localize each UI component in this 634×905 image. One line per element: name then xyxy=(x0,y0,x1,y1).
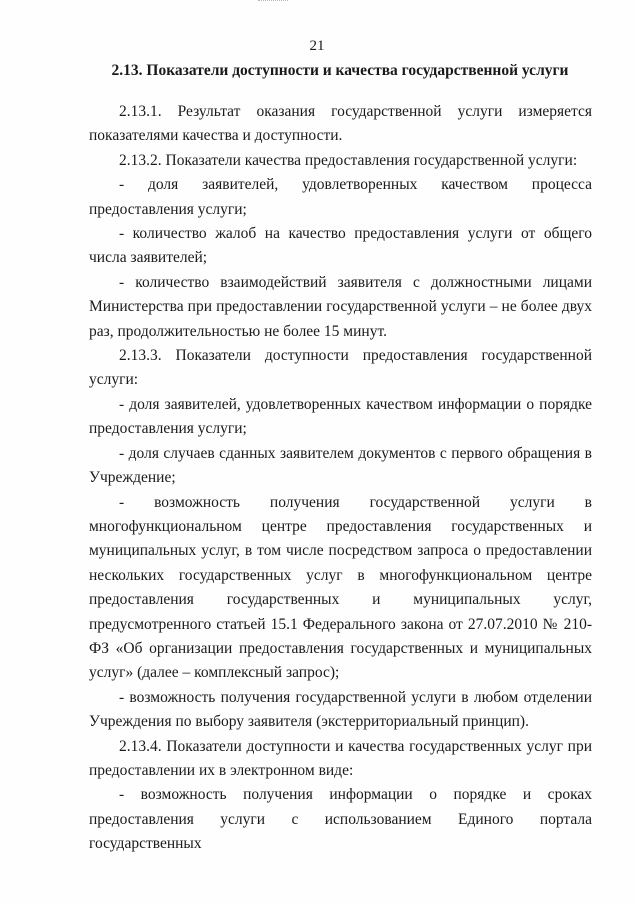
list-item-electronic-info: - возможность получения информации о порядке и сроках предоставления услуги с использованием Единого портала государственных xyxy=(89,786,592,853)
list-item-access-mfc: - возможность получения государственной услуги в многофункциональном центре предоставления государственных и муниципальных услуг, в том числе посредством запроса о предоставлении нескольких государственных услуг в многофункциональном центре предоставления государственных и муниципальных услуг, предусмотренного статьей 15.1 Федерального закона от 27.07.2010 № 210-ФЗ «Об организации предоставления государственных и муниципальных услуг» (далее – комплексный запрос); xyxy=(89,493,592,682)
list-item-access-first-visit: - доля случаев сданных заявителем документов с первого обращения в Учреждение; xyxy=(89,444,592,487)
page-number: 21 xyxy=(309,38,325,54)
paragraph-2-13-4: 2.13.4. Показатели доступности и качества государственных услуг при предоставлении их в электронном виде: xyxy=(89,737,592,779)
list-item-access-info-satisfaction: - доля заявителей, удовлетворенных качеством информации о порядке предоставления услуги; xyxy=(89,395,592,438)
paragraph-2-13-1: 2.13.1. Результат оказания государственной услуги измеряется показателями качества и доступности. xyxy=(89,103,592,145)
scan-artifact xyxy=(258,0,288,5)
section-heading: 2.13. Показатели доступности и качества государственной услуги xyxy=(111,62,569,79)
paragraph-2-13-2: 2.13.2. Показатели качества предоставления государственной услуги: xyxy=(119,151,578,169)
list-item-quality-interactions: - количество взаимодействий заявителя с должностными лицами Министерства при предоставлении государственной услуги – не более двух раз, продолжительностью не более 15 минут. xyxy=(89,273,592,340)
list-item-quality-satisfaction: - доля заявителей, удовлетворенных качеством процесса предоставления услуги; xyxy=(89,176,592,218)
paragraph-2-13-3: 2.13.3. Показатели доступности предоставления государственной услуги: xyxy=(89,347,592,389)
list-item-access-extraterritorial: - возможность получения государственной услуги в любом отделении Учреждения по выбору заявителя (экстерриториальный принцип). xyxy=(89,688,592,731)
list-item-quality-complaints: - количество жалоб на качество предоставления услуги от общего числа заявителей; xyxy=(89,225,592,267)
document-body xyxy=(89,100,592,857)
